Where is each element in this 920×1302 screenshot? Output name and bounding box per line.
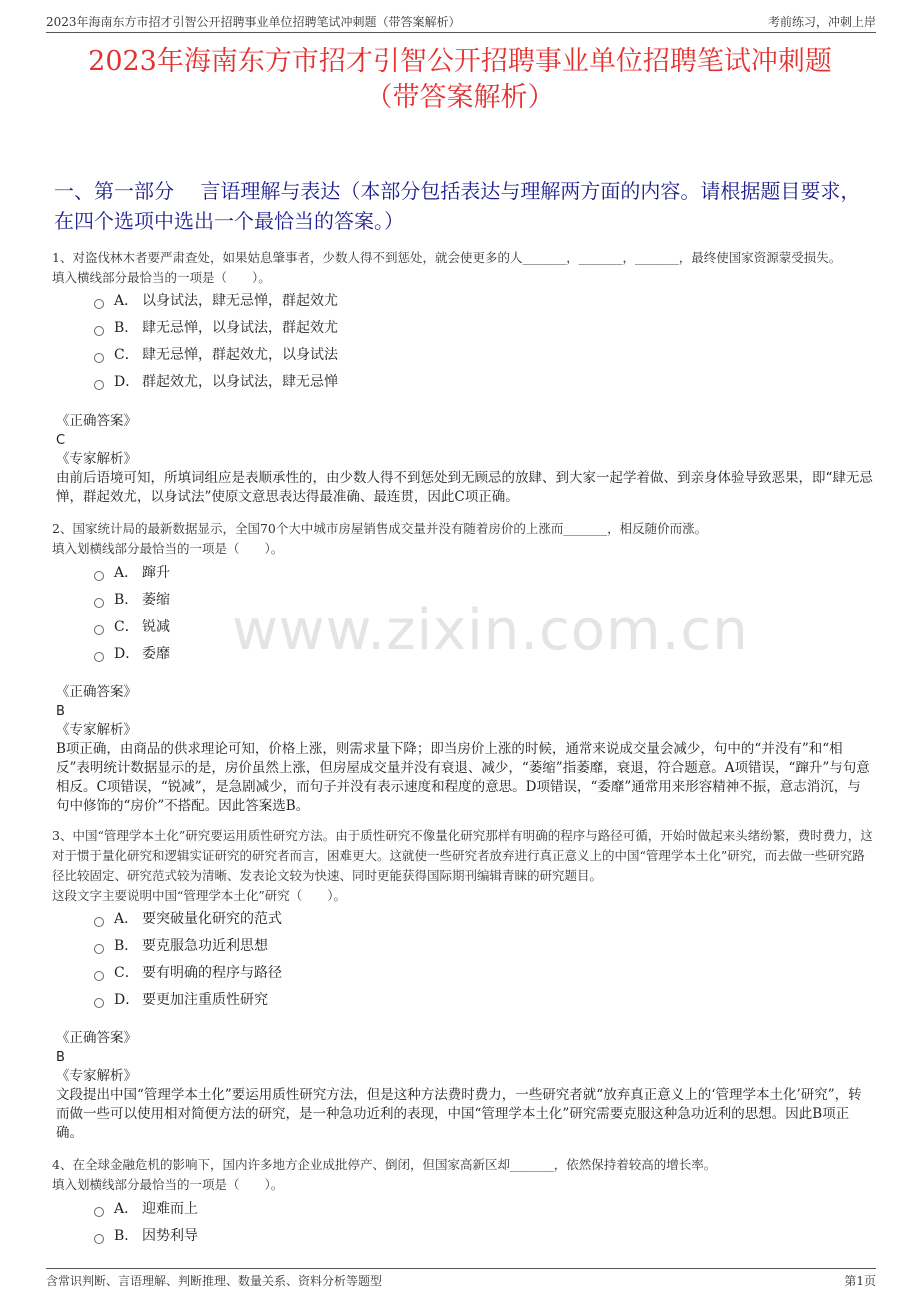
option-a[interactable]: A． 蹿升 (94, 559, 170, 586)
question-3-stem: 3、中国“管理学本土化”研究要运用质性研究方法。由于质性研究不像量化研究那样有明确的程序与路径可循，开始时做起来头绪纷繁，费时费力，这对于惯于量化研究和逻辑实证研究的研究者而言，困难更大。这就使一些研究者放弃进行真正意义上的中国“管理学本土化”研究，而去做一些研究路径比较固定、研究范式较为清晰、发表论文较为快速、同时更能获得国际期刊编辑青睐的研究题目。 这段文字主要说明中国“管理学本土化”研究（ ）。 (52, 828, 873, 903)
document-title (40, 44, 880, 116)
option-b[interactable]: B． 萎缩 (94, 586, 170, 613)
radio-icon[interactable] (94, 652, 104, 662)
answer-value: C (56, 433, 66, 448)
option-a[interactable]: A． 要突破量化研究的范式 (94, 905, 282, 932)
analysis-text: 文段提出中国“管理学本土化”要运用质性研究方法，但是这种方法费时费力，一些研究者就“放弃真正意义上的‘管理学本土化’研究”，转而做一些可以使用相对简便方法的研究，是一种急功近利的表现，中国“管理学本土化”研究需要克服这种急功近利的思想。因此B项正确。 (56, 1087, 862, 1141)
question-2-stem: 2、国家统计局的最新数据显示，全国70个大中城市房屋销售成交量并没有随着房价的上涨而_______，相反随价而涨。 填入划横线部分最恰当的一项是（ ）。 (52, 521, 708, 556)
option-c[interactable]: C． 要有明确的程序与路径 (94, 959, 282, 986)
radio-icon[interactable] (94, 326, 104, 336)
option-b[interactable]: B． 肆无忌惮，以身试法，群起效尤 (94, 314, 338, 341)
analysis-text: B项正确，由商品的供求理论可知，价格上涨，则需求量下降；即当房价上涨的时候，通常来说成交量会减少，句中的“并没有”和“相反”表明统计数据显示的是，房价虽然上涨，但房屋成交量并没有衰退、减少，“萎缩”指萎靡，衰退，符合题意。A项错误，“蹿升”与句意相反。C项错误，“锐减”，是急剧减少，而句子并没有表示速度和程度的意思。D项错误，“委靡”通常用来形容精神不振，意志消沉，与句中修饰的“房价”不搭配。因此答案选B。 (56, 741, 870, 814)
question-1-stem: 1、对盗伐林木者要严肃查处，如果姑息肇事者，少数人得不到惩处，就会使更多的人_______，_______，_______，最终使国家资源蒙受损失。 填入横线部分最恰当的一项是（ ）。 (52, 250, 842, 285)
radio-icon[interactable] (94, 1207, 104, 1217)
analysis-label: 《专家解析》 (56, 722, 137, 738)
section-heading: 一、第一部分 言语理解与表达（本部分包括表达与理解两方面的内容。请根据题目要求，在四个选项中选出一个最恰当的答案。） (54, 179, 861, 233)
radio-icon[interactable] (94, 571, 104, 581)
option-a[interactable]: A． 迎难而上 (94, 1195, 198, 1222)
page-number: 第1页 (844, 1274, 876, 1288)
answer-value: B (56, 704, 65, 719)
radio-icon[interactable] (94, 598, 104, 608)
question-1-answer (56, 412, 874, 507)
radio-icon[interactable] (94, 353, 104, 363)
header-slogan: 考前练习，冲刺上岸 (767, 15, 876, 29)
question-1-options (94, 287, 338, 395)
option-a[interactable]: A． 以身试法，肆无忌惮，群起效尤 (94, 287, 338, 314)
option-d[interactable]: D． 要更加注重质性研究 (94, 986, 282, 1013)
question-4-stem: 4、在全球金融危机的影响下，国内许多地方企业成批停产、倒闭，但国家高新区却_______，依然保持着较高的增长率。 填入划横线部分最恰当的一项是（ ）。 (52, 1157, 717, 1192)
question-2-options (94, 559, 170, 667)
radio-icon[interactable] (94, 917, 104, 927)
answer-value: B (56, 1050, 65, 1065)
radio-icon[interactable] (94, 1234, 104, 1244)
analysis-label: 《专家解析》 (56, 1068, 137, 1084)
title-line-2: （带答案解析） (365, 82, 555, 113)
radio-icon[interactable] (94, 380, 104, 390)
answer-label: 《正确答案》 (56, 413, 137, 429)
title-line-1: 2023年海南东方市招才引智公开招聘事业单位招聘笔试冲刺题 (88, 46, 832, 77)
radio-icon[interactable] (94, 998, 104, 1008)
option-b[interactable]: B． 要克服急功近利思想 (94, 932, 282, 959)
radio-icon[interactable] (94, 625, 104, 635)
page-header (46, 10, 876, 33)
radio-icon[interactable] (94, 944, 104, 954)
header-doc-title: 2023年海南东方市招才引智公开招聘事业单位招聘笔试冲刺题（带答案解析） (46, 15, 461, 29)
option-b[interactable]: B． 因势利导 (94, 1222, 198, 1249)
answer-label: 《正确答案》 (56, 1030, 137, 1046)
option-d[interactable]: D． 委靡 (94, 640, 170, 667)
question-3-answer (56, 1029, 874, 1143)
question-3-options (94, 905, 282, 1013)
footer-note: 含常识判断、言语理解、判断推理、数量关系、资料分析等题型 (46, 1274, 383, 1288)
radio-icon[interactable] (94, 971, 104, 981)
watermark: www.zixin.com.cn (232, 598, 749, 663)
question-2-answer (56, 683, 874, 816)
question-4-options (94, 1195, 198, 1249)
page-footer (46, 1268, 876, 1291)
analysis-label: 《专家解析》 (56, 451, 137, 467)
radio-icon[interactable] (94, 299, 104, 309)
analysis-text: 由前后语境可知，所填词组应是表顺承性的，由少数人得不到惩处到无顾忌的放肆、到大家一起学着做、到亲身体验导致恶果，即“肆无忌惮，群起效尤，以身试法”使原文意思表达得最准确、最连贯，因此C项正确。 (56, 470, 873, 505)
option-c[interactable]: C． 肆无忌惮，群起效尤，以身试法 (94, 341, 338, 368)
option-d[interactable]: D． 群起效尤，以身试法，肆无忌惮 (94, 368, 338, 395)
option-c[interactable]: C． 锐减 (94, 613, 170, 640)
answer-label: 《正确答案》 (56, 684, 137, 700)
